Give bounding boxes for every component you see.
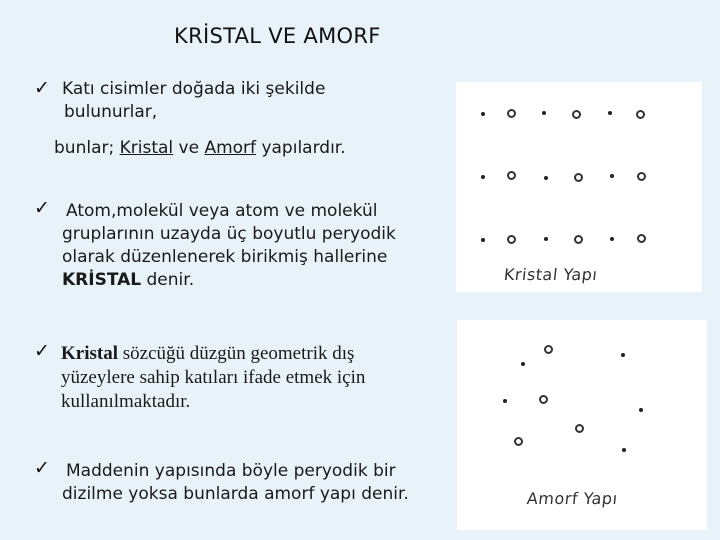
amorf-structure-figure bbox=[457, 320, 707, 530]
atom-ring bbox=[572, 110, 581, 119]
atom-dot bbox=[544, 237, 548, 241]
bullet-2 bbox=[34, 197, 432, 292]
bullet-1-line-2: bulunurlar, bbox=[64, 102, 158, 122]
bullet-2-line-3: olarak düzenlenerek birikmiş hallerine bbox=[62, 247, 388, 267]
atom-dot bbox=[639, 408, 643, 412]
page-title: KRİSTAL VE AMORF bbox=[174, 24, 381, 48]
atom-ring bbox=[637, 234, 646, 243]
atom-ring bbox=[574, 235, 583, 244]
atom-dot bbox=[621, 353, 625, 357]
bullet-3-line-1: Kristal sözcüğü düzgün geometrik dış bbox=[61, 343, 355, 364]
bullet-1-line-3: bunlar; Kristal ve Amorf yapılardır. bbox=[54, 138, 346, 158]
bullet-3-line-3: kullanılmaktadır. bbox=[61, 391, 191, 412]
atom-dot bbox=[610, 174, 614, 178]
bullet-4-line-2: dizilme yoksa bunlarda amorf yapı denir. bbox=[62, 484, 409, 504]
atom-dot bbox=[521, 362, 525, 366]
atom-dot bbox=[542, 111, 546, 115]
bullet-3-line-2: yüzeylere sahip katıları ifade etmek için bbox=[61, 367, 366, 388]
atom-ring bbox=[575, 424, 584, 433]
atom-dot bbox=[481, 112, 485, 116]
atom-dot bbox=[544, 176, 548, 180]
bullet-1-line-1: Katı cisimler doğada iki şekilde bbox=[62, 79, 326, 99]
checkmark-icon: ✓ bbox=[34, 340, 50, 362]
bullet-3 bbox=[34, 340, 451, 414]
bullet-2-line-2: gruplarının uzayda üç boyutlu peryodik bbox=[62, 224, 396, 244]
atom-dot bbox=[481, 238, 485, 242]
amorf-caption: Amorf Yapı bbox=[526, 489, 619, 508]
bullet-2-line-1: Atom,molekül veya atom ve molekül bbox=[66, 201, 378, 221]
checkmark-icon: ✓ bbox=[34, 197, 50, 219]
kristal-structure-figure bbox=[456, 82, 702, 292]
amorf-term: Amorf bbox=[204, 138, 257, 158]
bullet-4 bbox=[34, 457, 452, 506]
atom-ring bbox=[507, 171, 516, 180]
atom-dot bbox=[610, 237, 614, 241]
atom-ring bbox=[574, 173, 583, 182]
atom-ring bbox=[507, 235, 516, 244]
atom-dot bbox=[481, 175, 485, 179]
checkmark-icon: ✓ bbox=[34, 457, 50, 479]
atom-dot bbox=[608, 111, 612, 115]
atom-ring bbox=[539, 395, 548, 404]
kristal-term: Kristal bbox=[119, 138, 174, 158]
bullet-1 bbox=[34, 77, 402, 160]
bullet-4-line-1: Maddenin yapısında böyle peryodik bir bbox=[66, 461, 396, 481]
bullet-2-line-4: KRİSTAL denir. bbox=[62, 270, 195, 290]
atom-ring bbox=[637, 172, 646, 181]
atom-dot bbox=[622, 448, 626, 452]
checkmark-icon: ✓ bbox=[34, 77, 50, 99]
kristal-caption: Kristal Yapı bbox=[503, 265, 599, 284]
atom-ring bbox=[514, 437, 523, 446]
atom-ring bbox=[507, 109, 516, 118]
atom-ring bbox=[544, 345, 553, 354]
atom-dot bbox=[503, 399, 507, 403]
atom-ring bbox=[636, 110, 645, 119]
